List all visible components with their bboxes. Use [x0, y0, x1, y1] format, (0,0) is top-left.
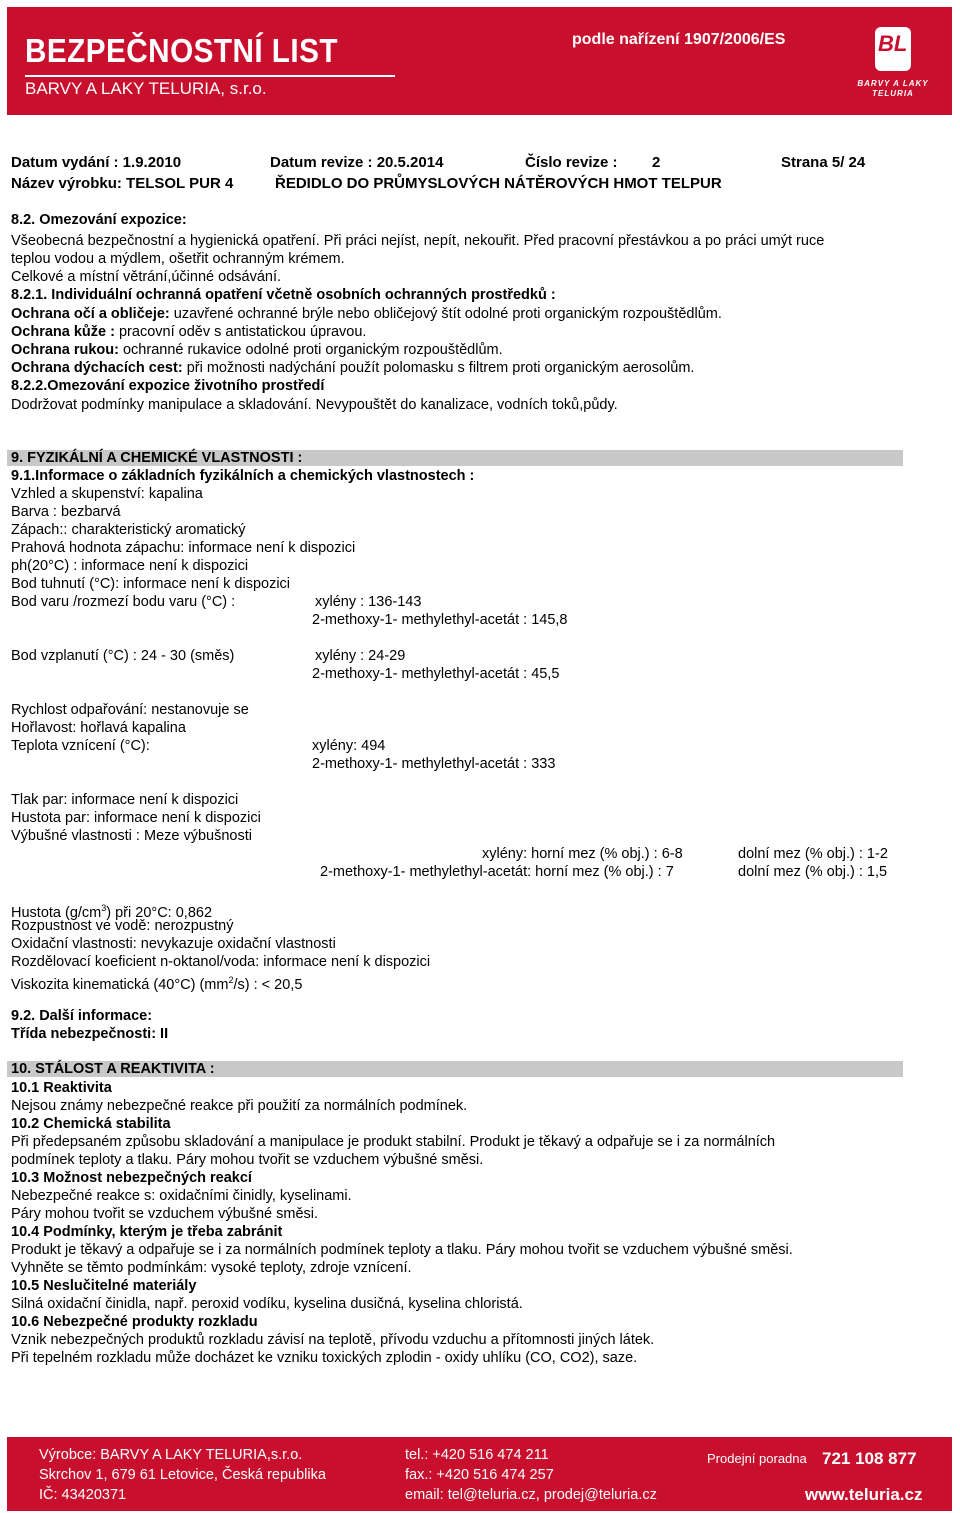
vapour-pressure: Tlak par: informace není k dispozici [11, 792, 239, 808]
product-name: ŘEDIDLO DO PRŮMYSLOVÝCH NÁTĚROVÝCH HMOT TELPUR [275, 175, 722, 192]
page-number: Strana 5/ 24 [781, 154, 866, 171]
autoignition-xylene: xylény: 494 [312, 738, 386, 754]
s103-text-1: Nebezpečné reakce s: oxidačními činidly, kyselinami. [11, 1188, 352, 1204]
s105-text: Silná oxidační činidla, např. peroxid vodíku, kyselina dusičná, kyselina chloristá. [11, 1296, 523, 1312]
solubility: Rozpustnost ve vodě: nerozpustný [11, 918, 234, 934]
issue-date: Datum vydání : 1.9.2010 [11, 154, 182, 171]
company-name: BARVY A LAKY TELURIA, s.r.o. [25, 79, 267, 98]
color: Barva : bezbarvá [11, 504, 121, 520]
autoignition-mpa: 2-methoxy-1- methylethyl-acetát : 333 [312, 756, 556, 772]
respiratory-protection: Ochrana dýchacích cest: při možnosti nadýchání použít polomasku s filtrem proti organickým aerosolům. [11, 360, 695, 376]
footer-producer: Výrobce: BARVY A LAKY TELURIA,s.r.o. [39, 1447, 303, 1463]
autoignition-label: Teplota vznícení (°C): [11, 738, 150, 754]
boiling-xylene: xylény : 136-143 [315, 594, 422, 610]
s103-text-2: Páry mohou tvořit se vzduchem výbušné směsi. [11, 1206, 319, 1222]
footer-tel: tel.: +420 516 474 211 [405, 1447, 549, 1463]
section-9-heading: 9. FYZIKÁLNÍ A CHEMICKÉ VLASTNOSTI : [11, 450, 303, 466]
logo-mark-icon: BL [875, 27, 911, 71]
s82-line2: teplou vodou a mýdlem, ošetřit ochranným krémem. [11, 251, 345, 267]
footer-hotline: 721 108 877 [822, 1449, 917, 1468]
s101-text: Nejsou známy nebezpečné reakce při použití za normálních podmínek. [11, 1098, 468, 1114]
boiling-label: Bod varu /rozmezí bodu varu (°C) : [11, 594, 236, 610]
boiling-mpa: 2-methoxy-1- methylethyl-acetát : 145,8 [312, 612, 568, 628]
density: Hustota $(g/cm^3)$ při 20°C: 0,862 [11, 903, 213, 921]
s102-text-1: Při předepsaném způsobu skladování a manipulace je produkt stabilní. Produkt je těkavý a odpařuje se i za normálních [11, 1134, 776, 1150]
explosive-xylene-upper: xylény: horní mez (% obj.) : 6-8 [482, 846, 683, 862]
explosive-mpa-lower: dolní mez (% obj.) : 1,5 [738, 864, 888, 880]
s106-text-1: Vznik nebezpečných produktů rozkladu závisí na teplotě, přívodu vzduchu a přítomnosti jiných látek. [11, 1332, 655, 1348]
s82-line1: Všeobecná bezpečnostní a hygienická opatření. Při práci nejíst, nepít, nekouřit. Před pracovní přestávkou a po práci umýt ruce [11, 233, 825, 249]
footer-banner [7, 1437, 952, 1511]
revision-label: Číslo revize : [525, 154, 618, 171]
product-label: Název výrobku: TELSOL PUR 4 [11, 175, 234, 192]
flash-xylene: xylény : 24-29 [315, 648, 406, 664]
header-banner [7, 7, 952, 115]
s106-text-2: Při tepelném rozkladu může docházet ke vzniku toxických zplodin - oxidy uhlíku (CO, CO2), saze. [11, 1350, 638, 1366]
melting-point: Bod tuhnutí (°C): informace není k dispozici [11, 576, 291, 592]
s101-heading: 10.1 Reaktivita [11, 1080, 112, 1096]
ph: ph(20°C) : informace není k dispozici [11, 558, 249, 574]
s92-heading: 9.2. Další informace: [11, 1008, 153, 1024]
appearance: Vzhled a skupenství: kapalina [11, 486, 203, 502]
regulation-note: podle nařízení 1907/2006/ES [572, 31, 786, 48]
hand-protection: Ochrana rukou: ochranné rukavice odolné proti organickým rozpouštědlům. [11, 342, 503, 358]
logo-text-line1: BARVY A LAKY [857, 79, 929, 88]
logo-text-line2: TELURIA [872, 89, 914, 98]
s105-heading: 10.5 Neslučitelné materiály [11, 1278, 197, 1294]
hazard-class: Třída nebezpečnosti: II [11, 1026, 169, 1042]
s103-heading: 10.3 Možnost nebezpečných reakcí [11, 1170, 252, 1186]
odor: Zápach:: charakteristický aromatický [11, 522, 246, 538]
s104-text-2: Vyhněte se těmto podmínkám: vysoké teploty, zdroje vznícení. [11, 1260, 412, 1276]
flammability: Hořlavost: hořlavá kapalina [11, 720, 186, 736]
footer-email[interactable]: email: tel@teluria.cz, prodej@teluria.cz [405, 1487, 657, 1503]
s102-heading: 10.2 Chemická stabilita [11, 1116, 171, 1132]
title-underline [25, 75, 395, 77]
revision-number: 2 [652, 154, 661, 171]
s822-text: Dodržovat podmínky manipulace a skladování. Nevypouštět do kanalizace, vodních toků,půdy. [11, 397, 618, 413]
s82-line3: Celkové a místní větrání,účinné odsávání. [11, 269, 282, 285]
oxidizing-properties: Oxidační vlastnosti: nevykazuje oxidační vlastnosti [11, 936, 336, 952]
eye-protection: Ochrana očí a obličeje: uzavřené ochranné brýle nebo obličejový štít odolné proti organickým rozpouštědlům. [11, 306, 722, 322]
explosive-mpa-upper: 2-methoxy-1- methylethyl-acetát: horní mez (% obj.) : 7 [320, 864, 674, 880]
footer-website[interactable]: www.teluria.cz [805, 1485, 923, 1504]
revision-date: Datum revize : 20.5.2014 [270, 154, 444, 171]
s102-text-2: podmínek teploty a tlaku. Páry mohou tvořit se vzduchem výbušné směsi. [11, 1152, 484, 1168]
partition-coefficient: Rozdělovací koeficient n-oktanol/voda: informace není k dispozici [11, 954, 431, 970]
footer-fax: fax.: +420 516 474 257 [405, 1467, 554, 1483]
evaporation-rate: Rychlost odpařování: nestanovuje se [11, 702, 249, 718]
skin-protection: Ochrana kůže : pracovní oděv s antistatickou úpravou. [11, 324, 367, 340]
section-10-heading: 10. STÁLOST A REAKTIVITA : [11, 1061, 215, 1077]
vapour-density: Hustota par: informace není k dispozici [11, 810, 261, 826]
s91-heading: 9.1.Informace o základních fyzikálních a chemických vlastnostech : [11, 468, 475, 484]
s82-heading: 8.2. Omezování expozice: [11, 212, 187, 228]
s821-heading: 8.2.1. Individuální ochranná opatření včetně osobních ochranných prostředků : [11, 287, 556, 303]
footer-address: Skrchov 1, 679 61 Letovice, Česká republika [39, 1467, 326, 1483]
explosive-xylene-lower: dolní mez (% obj.) : 1-2 [738, 846, 888, 862]
s104-text-1: Produkt je těkavý a odpařuje se i za normálních podmínek teploty a tlaku. Páry mohou tvořit se vzduchem výbušné směsi. [11, 1242, 793, 1258]
flash-mpa: 2-methoxy-1- methylethyl-acetát : 45,5 [312, 666, 560, 682]
odor-threshold: Prahová hodnota zápachu: informace není k dispozici [11, 540, 356, 556]
s822-heading: 8.2.2.Omezování expozice životního prostředí [11, 378, 325, 394]
footer-hotline-label: Prodejní poradna [707, 1451, 807, 1466]
footer-ico: IČ: 43420371 [39, 1487, 127, 1503]
s104-heading: 10.4 Podmínky, kterým je třeba zabránit [11, 1224, 283, 1240]
document-title: BEZPEČNOSTNÍ LIST [25, 32, 338, 69]
s106-heading: 10.6 Nebezpečné produkty rozkladu [11, 1314, 258, 1330]
explosive-properties: Výbušné vlastnosti : Meze výbušnosti [11, 828, 252, 844]
flash-label: Bod vzplanutí (°C) : 24 - 30 (směs) [11, 648, 235, 664]
viscosity: Viskozita kinematická (40°C) $(mm^2/s)$ : < 20,5 [11, 975, 303, 993]
